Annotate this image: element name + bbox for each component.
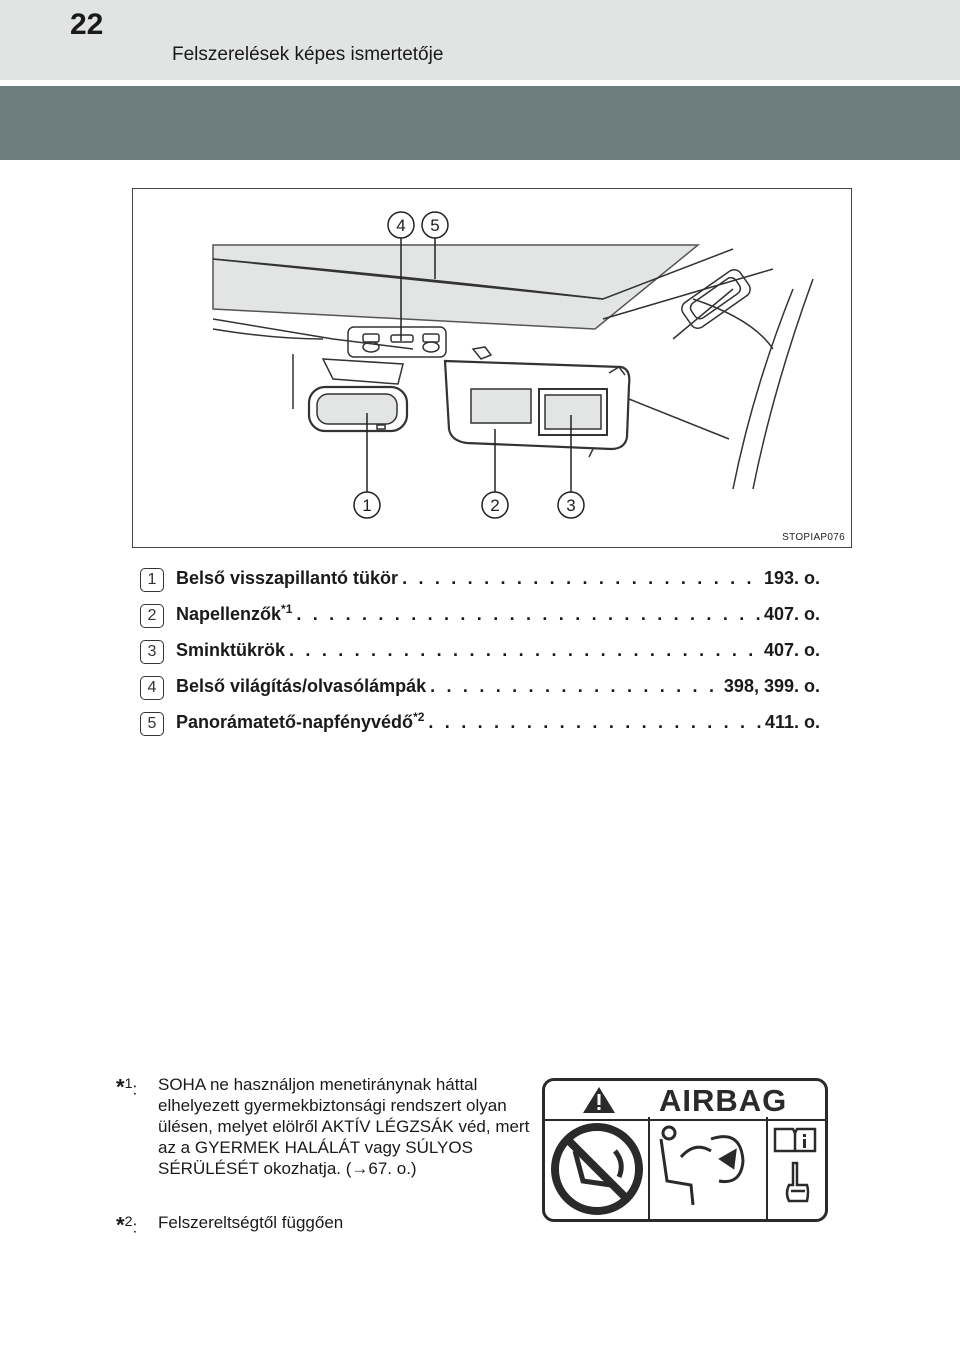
interior-illustration bbox=[133, 189, 852, 548]
page-number: 22 bbox=[70, 8, 104, 41]
footnote-1-mark: *$^1$: bbox=[116, 1074, 138, 1100]
callout-2 bbox=[482, 492, 508, 518]
footnote-2-mark: *$^2$: bbox=[116, 1212, 138, 1238]
item-page-ref: 398, 399. o. bbox=[723, 676, 820, 696]
callout-5 bbox=[422, 212, 448, 238]
footnote-2-text: Felszereltségtől függően bbox=[158, 1213, 344, 1232]
footnote-2 bbox=[116, 1212, 516, 1236]
leader-dots bbox=[398, 568, 764, 589]
item-label: Belső világítás/olvasólámpák bbox=[176, 676, 427, 696]
interior-figure bbox=[132, 188, 852, 548]
item-label: Napellenzők$^{*1}$ bbox=[176, 602, 293, 624]
page-header bbox=[0, 0, 960, 80]
warning-triangle-icon bbox=[583, 1087, 615, 1113]
item-number: 1 bbox=[140, 568, 164, 592]
figure-code: STOPIAP076 bbox=[782, 532, 845, 543]
item-label: Belső visszapillantó tükör bbox=[176, 568, 399, 588]
callout-1-text: 1 bbox=[362, 496, 372, 515]
airbag-warning-label bbox=[542, 1078, 828, 1222]
item-number: 4 bbox=[140, 676, 164, 700]
leader-dots bbox=[292, 604, 764, 625]
hand-point-icon bbox=[787, 1163, 808, 1201]
item-label: Panorámatető-napfényvédő$^{*2}$ bbox=[176, 710, 425, 732]
callout-2-text: 2 bbox=[490, 496, 500, 515]
item-number: 5 bbox=[140, 712, 164, 736]
item-page-ref: 407. o. bbox=[763, 640, 820, 660]
airbag-label-graphics bbox=[545, 1081, 825, 1219]
airbag-deploy-icon bbox=[661, 1127, 743, 1205]
leader-dots bbox=[285, 640, 764, 661]
item-label: Sminktükrök bbox=[176, 640, 286, 660]
leader-dots bbox=[426, 676, 724, 697]
list-item bbox=[140, 602, 820, 632]
callout-3 bbox=[558, 492, 584, 518]
list-item bbox=[140, 566, 820, 596]
callout-5-text: 5 bbox=[430, 216, 440, 235]
callout-3-text: 3 bbox=[566, 496, 576, 515]
section-title: Felszerelések képes ismertetője bbox=[172, 44, 444, 65]
list-item bbox=[140, 710, 820, 740]
callout-1 bbox=[354, 492, 380, 518]
item-number: 3 bbox=[140, 640, 164, 664]
manual-info-icon bbox=[775, 1129, 815, 1151]
callout-4 bbox=[388, 212, 414, 238]
item-page-ref: 411. o. bbox=[764, 712, 820, 732]
no-rear-facing-child-seat-icon bbox=[555, 1127, 639, 1211]
item-page-ref: 407. o. bbox=[763, 604, 820, 624]
header-band bbox=[0, 86, 960, 160]
item-number: 2 bbox=[140, 604, 164, 628]
footnote-1-text: SOHA ne használjon menetiránynak háttal elhelyezett gyermekbiztonsági rendszert olyan ülésen, melyet elölről AKTÍV LÉGZSÁK véd, mert az a GYERMEK HALÁLÁT vagy SÚLYOS SÉRÜLÉSÉT okozhatja. (→67. o.) bbox=[158, 1075, 530, 1178]
footnote-1 bbox=[116, 1074, 530, 1204]
item-page-ref: 193. o. bbox=[763, 568, 820, 588]
callout-4-text: 4 bbox=[396, 216, 406, 235]
list-item bbox=[140, 638, 820, 668]
airbag-title: AIRBAG bbox=[659, 1083, 788, 1118]
list-item bbox=[140, 674, 820, 704]
leader-dots bbox=[424, 712, 765, 733]
